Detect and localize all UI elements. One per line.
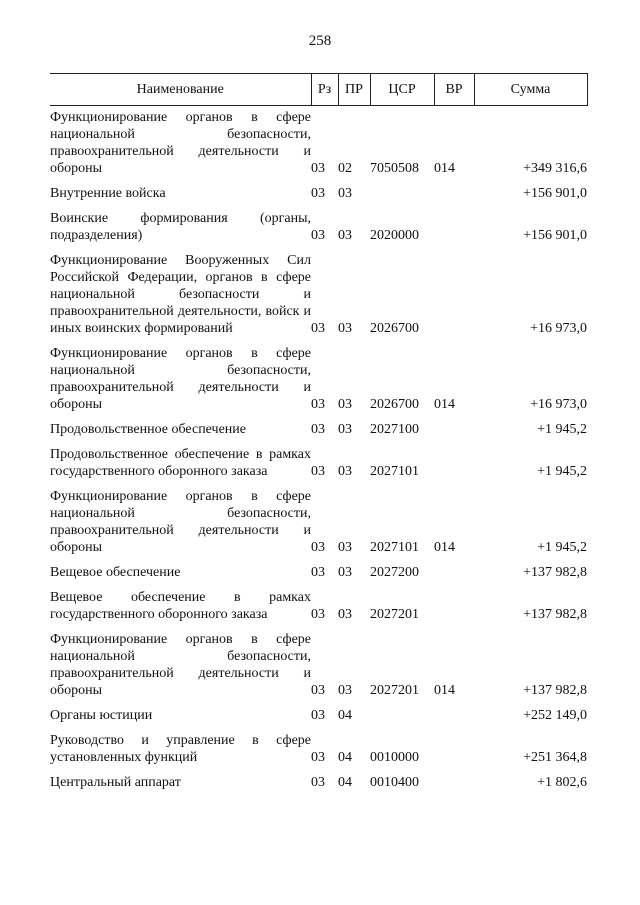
header-csr: ЦСР (370, 74, 434, 106)
row-rz: 03 (311, 683, 325, 698)
row-name: Функционирование органов в сфере национальной безопасности, правоохранительной деятельности и обороны (50, 346, 311, 412)
table-row (50, 556, 587, 581)
row-vr (434, 202, 474, 244)
row-rz: 03 (311, 607, 325, 622)
row-vr (434, 413, 474, 438)
row-rz: 03 (311, 321, 325, 336)
row-pr: 03 (338, 397, 352, 412)
table-row (50, 581, 587, 623)
table-row (50, 699, 587, 724)
row-csr: 2027100 (370, 422, 419, 437)
row-vr (434, 244, 474, 337)
row-csr: 2026700 (370, 321, 419, 336)
row-csr: 2027201 (370, 683, 419, 698)
row-pr: 03 (338, 321, 352, 336)
row-vr (434, 177, 474, 202)
row-name: Функционирование органов в сфере национальной безопасности, правоохранительной деятельности и обороны (50, 110, 311, 176)
row-name: Функционирование органов в сфере национальной безопасности, правоохранительной деятельности и обороны (50, 632, 311, 698)
row-csr (370, 699, 434, 724)
row-rz: 03 (311, 708, 325, 723)
row-rz: 03 (311, 565, 325, 580)
row-name: Вещевое обеспечение (50, 565, 181, 580)
table-header-row (50, 74, 587, 106)
row-pr: 02 (338, 161, 352, 176)
row-csr: 2026700 (370, 397, 419, 412)
row-rz: 03 (311, 540, 325, 555)
row-vr (434, 724, 474, 766)
row-name: Вещевое обеспечение в рамках государственного оборонного заказа (50, 590, 311, 622)
row-vr: 014 (434, 540, 455, 555)
row-pr: 04 (338, 708, 352, 723)
row-sum: +156 901,0 (523, 186, 587, 201)
row-sum: +1 945,2 (537, 422, 587, 437)
row-csr: 2027101 (370, 540, 419, 555)
row-rz: 03 (311, 464, 325, 479)
row-csr: 2027201 (370, 607, 419, 622)
row-rz: 03 (311, 750, 325, 765)
row-vr (434, 438, 474, 480)
row-name: Центральный аппарат (50, 775, 181, 790)
row-rz: 03 (311, 161, 325, 176)
row-rz: 03 (311, 228, 325, 243)
row-name: Функционирование органов в сфере национальной безопасности, правоохранительной деятельности и обороны (50, 489, 311, 555)
row-csr: 2020000 (370, 228, 419, 243)
row-rz: 03 (311, 397, 325, 412)
row-pr: 04 (338, 750, 352, 765)
row-name: Внутренние войска (50, 186, 166, 201)
table-row (50, 438, 587, 480)
row-sum: +156 901,0 (523, 228, 587, 243)
row-csr: 0010000 (370, 750, 419, 765)
row-rz: 03 (311, 186, 325, 201)
table-row (50, 724, 587, 766)
row-name: Продовольственное обеспечение (50, 422, 246, 437)
row-sum: +137 982,8 (523, 683, 587, 698)
row-vr: 014 (434, 683, 455, 698)
table-row (50, 766, 587, 791)
row-csr: 0010400 (370, 775, 419, 790)
row-pr: 03 (338, 540, 352, 555)
row-vr (434, 699, 474, 724)
row-pr: 03 (338, 565, 352, 580)
row-sum: +16 973,0 (530, 397, 587, 412)
row-name: Воинские формирования (органы, подразделения) (50, 211, 311, 243)
row-sum: +1 945,2 (537, 464, 587, 479)
table-row (50, 623, 587, 699)
table-row (50, 106, 587, 178)
row-pr: 03 (338, 186, 352, 201)
budget-table (50, 73, 588, 791)
row-csr: 7050508 (370, 161, 419, 176)
row-pr: 03 (338, 422, 352, 437)
row-vr (434, 556, 474, 581)
row-vr (434, 581, 474, 623)
row-name: Руководство и управление в сфере установленных функций (50, 733, 311, 765)
header-pr: ПР (338, 74, 370, 106)
row-pr: 03 (338, 464, 352, 479)
row-sum: +1 945,2 (537, 540, 587, 555)
row-vr: 014 (434, 161, 455, 176)
table-row (50, 244, 587, 337)
row-pr: 03 (338, 607, 352, 622)
row-sum: +16 973,0 (530, 321, 587, 336)
table-row (50, 413, 587, 438)
header-sum: Сумма (474, 74, 587, 106)
row-name: Продовольственное обеспечение в рамках государственного оборонного заказа (50, 447, 311, 479)
header-vr: ВР (434, 74, 474, 106)
row-vr (434, 766, 474, 791)
page-number: 258 (308, 33, 332, 49)
table-row (50, 177, 587, 202)
table-row (50, 480, 587, 556)
row-pr: 03 (338, 228, 352, 243)
row-rz: 03 (311, 775, 325, 790)
row-name: Органы юстиции (50, 708, 153, 723)
row-sum: +251 364,8 (523, 750, 587, 765)
table-row (50, 202, 587, 244)
header-name: Наименование (50, 74, 311, 106)
row-rz: 03 (311, 422, 325, 437)
row-name: Функционирование Вооруженных Сил Российской Федерации, органов в сфере национальной безопасности и правоохранительной деятельности, войск и иных воинских формирований (50, 253, 311, 336)
row-sum: +252 149,0 (523, 708, 587, 723)
row-csr (370, 177, 434, 202)
row-pr: 04 (338, 775, 352, 790)
row-vr: 014 (434, 397, 455, 412)
row-pr: 03 (338, 683, 352, 698)
header-rz: Рз (311, 74, 338, 106)
row-sum: +1 802,6 (537, 775, 587, 790)
row-sum: +349 316,6 (523, 161, 587, 176)
row-sum: +137 982,8 (523, 607, 587, 622)
row-sum: +137 982,8 (523, 565, 587, 580)
row-csr: 2027200 (370, 565, 419, 580)
row-csr: 2027101 (370, 464, 419, 479)
table-row (50, 337, 587, 413)
